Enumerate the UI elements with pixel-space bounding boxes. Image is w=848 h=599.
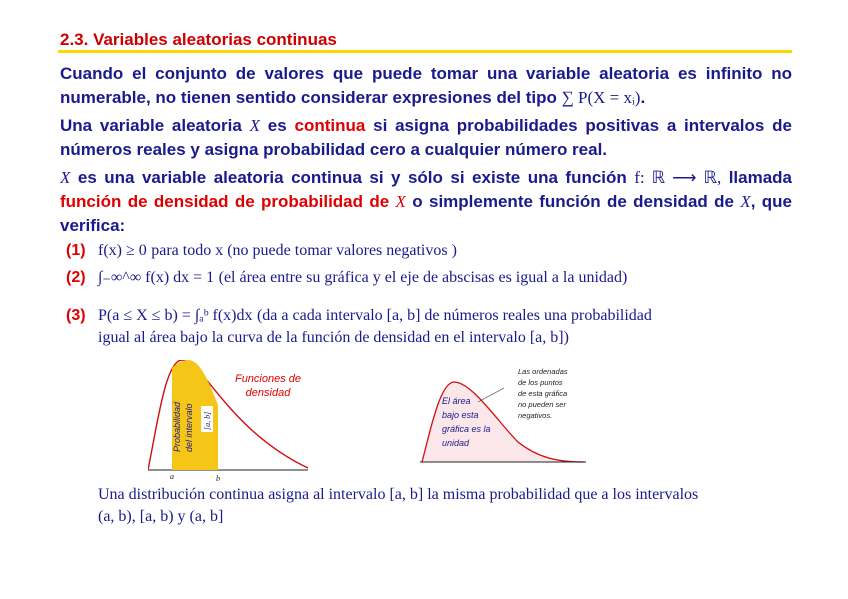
text-b: llamada <box>728 168 792 187</box>
text-a: Una variable aleatoria <box>60 116 242 135</box>
closing-line-2: (a, b), [a, b) y (a, b] <box>98 508 224 525</box>
density-interval-figure <box>148 360 316 482</box>
sum-formula: ∑ P(X = xᵢ) <box>561 88 641 107</box>
note-line: negativos. <box>518 411 553 420</box>
period: . <box>640 88 646 107</box>
property-number: (3) <box>66 307 86 324</box>
section-title: 2.3. Variables aleatorias continuas <box>60 30 337 49</box>
variable-x: X <box>740 192 751 211</box>
variable-x: X <box>395 192 406 211</box>
paragraph-uncountable <box>60 62 792 110</box>
label-a: a <box>170 472 174 481</box>
highlight-density-function: función de densidad de probabilidad de <box>60 192 390 211</box>
area-caption-line: El área <box>442 396 471 406</box>
probability-label-line1: Probabilidad <box>172 401 182 452</box>
note-line: Las ordenadas <box>518 367 568 376</box>
variable-x: X <box>249 116 261 135</box>
property-1 <box>66 240 792 262</box>
probability-label-line2: del intervalo <box>184 403 194 452</box>
paragraph-continuous-definition <box>60 114 792 162</box>
text-b: es <box>267 116 287 135</box>
closing-line-1: Una distribución continua asigna al intervalo [a, b] la misma probabilidad que a los intervalos <box>98 486 699 503</box>
label-b: b <box>216 474 220 482</box>
paragraph-density-definition <box>60 166 792 238</box>
closing-statement <box>98 484 792 528</box>
property-number: (2) <box>66 269 86 286</box>
note-line: de esta gráfica <box>518 389 568 398</box>
note-line: de los puntos <box>518 378 563 387</box>
area-caption-line: bajo esta <box>442 410 479 420</box>
figure-title-line2: densidad <box>245 387 291 399</box>
property-2 <box>66 267 792 289</box>
property-formula: f(x) ≥ 0 <box>98 242 147 259</box>
property-text-continued: igual al área bajo la curva de la función de densidad en el intervalo [a, b]) <box>98 329 569 346</box>
area-caption-line: unidad <box>442 438 470 448</box>
variable-x: X <box>60 168 71 187</box>
property-text: para todo x (no puede tomar valores negativos ) <box>151 242 457 259</box>
property-text: (da a cada intervalo [a, b] de números reales una probabilidad <box>256 307 652 324</box>
text-c: si asigna probabilidades positivas a intervalos de números reales y asigna probabilidad cero a cualquier número real. <box>60 116 792 159</box>
paragraph-text: Cuando el conjunto de valores que puede tomar una variable aleatoria es infinito no numerable, no tienen sentido considerar expresiones del tipo <box>60 64 792 107</box>
property-3 <box>66 305 792 349</box>
text-d: , que verifica: <box>60 192 792 235</box>
property-number: (1) <box>66 242 86 259</box>
pointer-line <box>478 388 504 402</box>
property-formula: P(a ≤ X ≤ b) = ∫ₐᵇ f(x)dx <box>98 307 253 324</box>
function-signature: f: ℝ ⟶ ℝ, <box>634 168 722 187</box>
property-formula: ∫₋∞^∞ f(x) dx = 1 <box>98 269 215 286</box>
property-text: (el área entre su gráfica y el eje de abscisas es igual a la unidad) <box>218 269 628 286</box>
nonnegative-note <box>518 367 570 420</box>
title-underline <box>58 50 792 53</box>
interval-label: [a, b] <box>203 411 212 430</box>
text-a: es una variable aleatoria continua si y sólo si existe una función <box>77 168 627 187</box>
note-line: no pueden ser <box>518 400 566 409</box>
figure-title-line1: Funciones de <box>234 373 302 385</box>
density-area-figure <box>418 362 588 468</box>
highlight-continua: continua <box>294 116 366 135</box>
text-c: o simplemente función de densidad de <box>412 192 734 211</box>
area-caption-line: gráfica es la <box>442 424 491 434</box>
